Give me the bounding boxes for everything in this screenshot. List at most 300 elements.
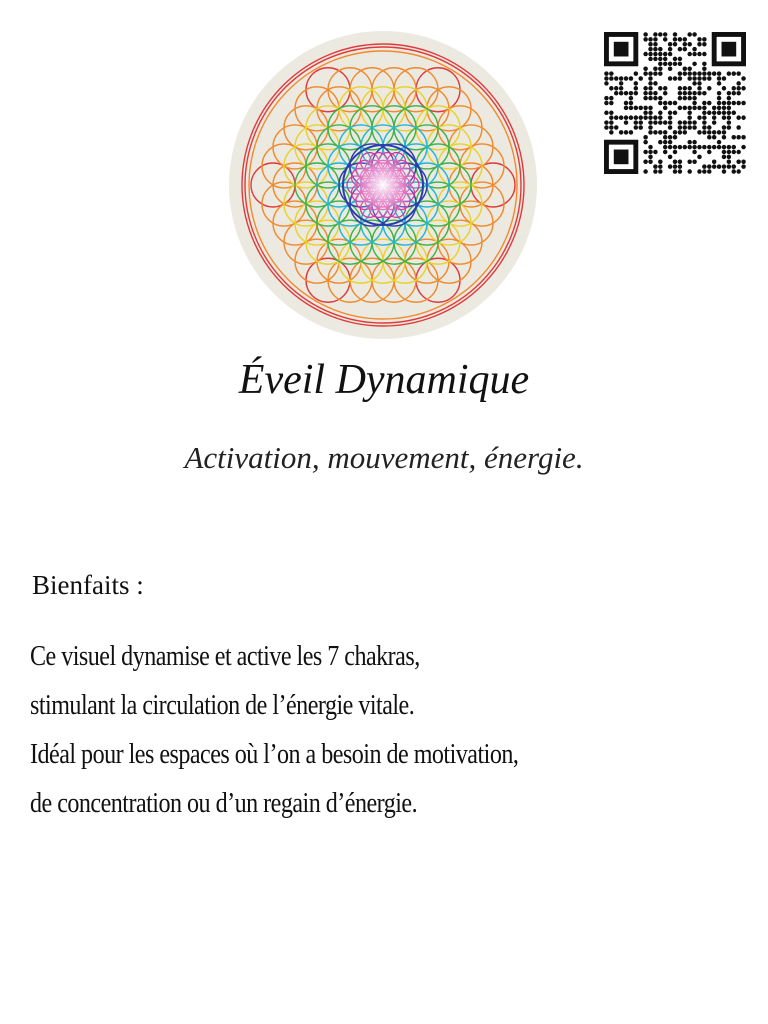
qr-module (727, 101, 732, 106)
qr-module (702, 130, 707, 135)
qr-finder-center (614, 150, 629, 165)
qr-module (678, 86, 683, 91)
qr-module (648, 120, 653, 125)
qr-module (687, 111, 692, 116)
qr-module (678, 37, 683, 42)
qr-module (712, 111, 717, 116)
qr-module (634, 91, 639, 96)
qr-module (732, 164, 737, 169)
qr-module (643, 115, 648, 120)
qr-module (712, 135, 717, 140)
qr-module (702, 42, 707, 47)
qr-module (673, 32, 678, 37)
qr-module (678, 62, 683, 67)
qr-module (712, 120, 717, 125)
qr-module (668, 115, 673, 120)
qr-module (658, 111, 663, 116)
card-title: Éveil Dynamique (238, 357, 530, 403)
qr-module (678, 120, 683, 125)
qr-module (678, 76, 683, 81)
qr-module (668, 76, 673, 81)
qr-module (702, 62, 707, 67)
qr-module (643, 86, 648, 91)
qr-module (727, 106, 732, 111)
qr-module (653, 169, 658, 174)
qr-module (673, 150, 678, 155)
qr-module (741, 101, 746, 106)
qr-module (702, 169, 707, 174)
qr-module (668, 125, 673, 130)
qr-module (663, 140, 668, 145)
qr-module (663, 52, 668, 57)
qr-module (629, 115, 634, 120)
qr-module (707, 135, 712, 140)
qr-module (609, 120, 614, 125)
qr-module (697, 42, 702, 47)
qr-module (629, 76, 634, 81)
qr-module (683, 130, 688, 135)
qr-module (702, 115, 707, 120)
qr-module (702, 52, 707, 57)
qr-module (648, 71, 653, 76)
qr-module (722, 106, 727, 111)
qr-module (692, 62, 697, 67)
qr-module (653, 81, 658, 86)
qr-module (727, 125, 732, 130)
qr-module (697, 145, 702, 150)
qr-module (658, 160, 663, 165)
qr-module (678, 91, 683, 96)
qr-module (634, 120, 639, 125)
qr-module (702, 106, 707, 111)
qr-module (732, 169, 737, 174)
qr-module (697, 130, 702, 135)
qr-module (702, 76, 707, 81)
qr-module (609, 115, 614, 120)
qr-module (687, 120, 692, 125)
qr-module (732, 71, 737, 76)
qr-module (673, 164, 678, 169)
qr-module (736, 115, 741, 120)
qr-module (692, 71, 697, 76)
qr-module (673, 101, 678, 106)
qr-module (697, 37, 702, 42)
qr-module (663, 106, 668, 111)
qr-module (648, 96, 653, 101)
qr-module (736, 150, 741, 155)
qr-module (683, 66, 688, 71)
qr-module (609, 86, 614, 91)
qr-module (678, 160, 683, 165)
qr-module (727, 155, 732, 160)
qr-module (638, 125, 643, 130)
qr-module (653, 42, 658, 47)
qr-module (741, 160, 746, 165)
qr-module (614, 91, 619, 96)
qr-module (722, 135, 727, 140)
qr-module (712, 130, 717, 135)
qr-module (604, 111, 609, 116)
flower-of-life-svg (228, 30, 538, 340)
qr-module (658, 164, 663, 169)
qr-module (668, 155, 673, 160)
qr-finder-center (722, 42, 737, 57)
qr-module (643, 111, 648, 116)
qr-module (653, 115, 658, 120)
qr-module (668, 111, 673, 116)
qr-module (727, 91, 732, 96)
qr-module (678, 130, 683, 135)
qr-module (658, 96, 663, 101)
qr-finder-center (614, 42, 629, 57)
qr-module (702, 91, 707, 96)
qr-module (683, 47, 688, 52)
qr-module (697, 86, 702, 91)
qr-module (643, 32, 648, 37)
qr-module (604, 101, 609, 106)
qr-module (692, 150, 697, 155)
qr-module (653, 57, 658, 62)
qr-module (687, 96, 692, 101)
qr-module (658, 47, 663, 52)
qr-module (663, 37, 668, 42)
qr-module (634, 71, 639, 76)
qr-module (648, 160, 653, 165)
qr-module (727, 71, 732, 76)
qr-module (717, 145, 722, 150)
qr-module (653, 120, 658, 125)
qr-module (707, 150, 712, 155)
qr-module (648, 47, 653, 52)
qr-module (687, 145, 692, 150)
qr-module (614, 86, 619, 91)
qr-module (692, 81, 697, 86)
qr-module (653, 52, 658, 57)
qr-module (634, 86, 639, 91)
qr-module (732, 150, 737, 155)
qr-module (736, 160, 741, 165)
qr-module (727, 150, 732, 155)
qr-module (634, 125, 639, 130)
qr-module (648, 57, 653, 62)
qr-module (668, 42, 673, 47)
qr-module (648, 76, 653, 81)
benefits-line: Idéal pour les espaces où l’on a besoin de motivation, (30, 739, 519, 770)
qr-module (643, 52, 648, 57)
qr-module (707, 71, 712, 76)
qr-module (653, 32, 658, 37)
qr-module (683, 106, 688, 111)
qr-module (658, 52, 663, 57)
qr-module (648, 155, 653, 160)
qr-module (648, 42, 653, 47)
qr-module (687, 71, 692, 76)
qr-module (658, 62, 663, 67)
qr-module (643, 150, 648, 155)
qr-module (683, 37, 688, 42)
qr-module (673, 135, 678, 140)
qr-module (683, 125, 688, 130)
qr-module (668, 135, 673, 140)
qr-module (663, 101, 668, 106)
qr-module (624, 91, 629, 96)
qr-module (727, 111, 732, 116)
qr-module (683, 96, 688, 101)
qr-code-svg (604, 32, 746, 174)
qr-module (653, 66, 658, 71)
qr-module (702, 71, 707, 76)
qr-module (736, 86, 741, 91)
qr-module (717, 71, 722, 76)
qr-module (653, 164, 658, 169)
qr-module (614, 125, 619, 130)
qr-module (643, 169, 648, 174)
qr-module (648, 111, 653, 116)
qr-module (624, 130, 629, 135)
qr-module (687, 66, 692, 71)
qr-module (702, 125, 707, 130)
qr-module (648, 81, 653, 86)
qr-module (687, 32, 692, 37)
qr-module (653, 150, 658, 155)
qr-module (732, 145, 737, 150)
qr-module (658, 130, 663, 135)
benefits-line: stimulant la circulation de l’énergie vitale. (30, 690, 415, 721)
qr-module (614, 76, 619, 81)
qr-module (722, 164, 727, 169)
qr-module (692, 101, 697, 106)
qr-module (604, 71, 609, 76)
qr-module (678, 169, 683, 174)
qr-module (736, 71, 741, 76)
qr-module (673, 76, 678, 81)
qr-module (638, 76, 643, 81)
qr-module (712, 71, 717, 76)
qr-module (653, 37, 658, 42)
qr-module (643, 96, 648, 101)
qr-module (619, 86, 624, 91)
qr-module (707, 111, 712, 116)
qr-module (741, 115, 746, 120)
qr-module (727, 145, 732, 150)
qr-module (722, 130, 727, 135)
qr-module (658, 71, 663, 76)
qr-module (604, 96, 609, 101)
qr-module (643, 71, 648, 76)
qr-module (663, 32, 668, 37)
qr-module (707, 164, 712, 169)
qr-module (673, 42, 678, 47)
qr-module (722, 169, 727, 174)
qr-module (727, 115, 732, 120)
qr-module (663, 130, 668, 135)
qr-module (707, 86, 712, 91)
qr-module (717, 76, 722, 81)
qr-module (687, 125, 692, 130)
qr-module (736, 135, 741, 140)
qr-module (736, 125, 741, 130)
qr-module (653, 91, 658, 96)
qr-module (707, 130, 712, 135)
qr-module (732, 86, 737, 91)
qr-module (741, 135, 746, 140)
qr-module (668, 62, 673, 67)
qr-module (668, 145, 673, 150)
benefits-description (30, 632, 658, 828)
qr-module (697, 115, 702, 120)
qr-module (687, 91, 692, 96)
qr-module (687, 86, 692, 91)
qr-module (658, 32, 663, 37)
qr-module (736, 81, 741, 86)
qr-module (624, 115, 629, 120)
qr-module (712, 160, 717, 165)
qr-module (697, 169, 702, 174)
qr-module (638, 106, 643, 111)
qr-module (648, 52, 653, 57)
qr-module (643, 135, 648, 140)
qr-module (673, 62, 678, 67)
qr-module (741, 76, 746, 81)
qr-module (717, 111, 722, 116)
qr-module (683, 120, 688, 125)
qr-module (692, 52, 697, 57)
qr-module (634, 81, 639, 86)
qr-module (619, 76, 624, 81)
qr-module (722, 101, 727, 106)
qr-module (692, 76, 697, 81)
qr-module (722, 86, 727, 91)
qr-module (702, 120, 707, 125)
qr-module (687, 140, 692, 145)
qr-module (687, 169, 692, 174)
qr-module (604, 120, 609, 125)
qr-module (697, 91, 702, 96)
qr-module (673, 57, 678, 62)
qr-module (687, 76, 692, 81)
qr-module (658, 86, 663, 91)
qr-module (629, 106, 634, 111)
qr-module (717, 91, 722, 96)
qr-module (712, 115, 717, 120)
qr-module (678, 145, 683, 150)
qr-module (707, 169, 712, 174)
qr-module (678, 57, 683, 62)
qr-module (702, 111, 707, 116)
qr-module (727, 164, 732, 169)
qr-module (692, 32, 697, 37)
qr-module (722, 125, 727, 130)
qr-module (683, 86, 688, 91)
qr-module (687, 160, 692, 165)
qr-module (668, 120, 673, 125)
qr-module (658, 57, 663, 62)
qr-module (683, 42, 688, 47)
qr-module (697, 52, 702, 57)
qr-module (722, 155, 727, 160)
qr-module (609, 96, 614, 101)
qr-module (707, 125, 712, 130)
qr-module (687, 106, 692, 111)
qr-module (727, 160, 732, 165)
qr-module (624, 101, 629, 106)
qr-module (687, 115, 692, 120)
qr-module (629, 101, 634, 106)
qr-module (702, 145, 707, 150)
qr-module (604, 81, 609, 86)
qr-module (683, 91, 688, 96)
qr-module (741, 164, 746, 169)
qr-module (697, 76, 702, 81)
qr-module (736, 169, 741, 174)
qr-module (717, 81, 722, 86)
qr-module (707, 76, 712, 81)
benefits-line: Ce visuel dynamise et active les 7 chakras, (30, 641, 420, 672)
qr-module (653, 96, 658, 101)
qr-module (648, 106, 653, 111)
qr-module (702, 66, 707, 71)
qr-module (619, 91, 624, 96)
qr-module (668, 52, 673, 57)
qr-module (609, 76, 614, 81)
qr-module (668, 164, 673, 169)
qr-module (648, 37, 653, 42)
qr-module (673, 130, 678, 135)
qr-module (683, 145, 688, 150)
qr-module (722, 150, 727, 155)
qr-module (619, 115, 624, 120)
qr-module (609, 71, 614, 76)
qr-module (619, 81, 624, 86)
qr-module (619, 130, 624, 135)
qr-module (609, 130, 614, 135)
qr-module (741, 86, 746, 91)
qr-module (653, 71, 658, 76)
qr-module (658, 140, 663, 145)
qr-module (692, 47, 697, 52)
flower-of-life-icon (228, 30, 538, 340)
qr-module (717, 164, 722, 169)
qr-module (673, 37, 678, 42)
qr-module (736, 91, 741, 96)
qr-module (624, 120, 629, 125)
qr-module (722, 76, 727, 81)
qr-module (629, 96, 634, 101)
qr-module (643, 37, 648, 42)
qr-module (717, 96, 722, 101)
qr-module (609, 125, 614, 130)
qr-module (712, 106, 717, 111)
qr-code-icon[interactable] (604, 32, 746, 174)
qr-module (717, 106, 722, 111)
qr-module (609, 101, 614, 106)
qr-module (638, 115, 643, 120)
qr-module (604, 125, 609, 130)
qr-module (697, 81, 702, 86)
qr-module (634, 115, 639, 120)
qr-module (692, 91, 697, 96)
qr-module (697, 155, 702, 160)
qr-module (663, 62, 668, 67)
qr-module (638, 120, 643, 125)
qr-module (673, 169, 678, 174)
qr-module (658, 120, 663, 125)
qr-module (658, 169, 663, 174)
qr-module (643, 106, 648, 111)
qr-module (678, 125, 683, 130)
qr-module (692, 145, 697, 150)
qr-module (634, 106, 639, 111)
